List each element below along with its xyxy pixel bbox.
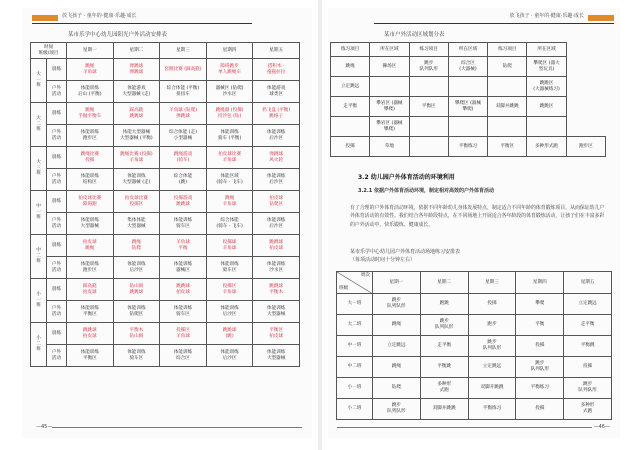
activity-cell: 体能训练 后沙区 (206, 301, 253, 323)
zone-cell: 跳跳区 (527, 97, 566, 117)
class-name-cell: 小一班 (337, 378, 373, 399)
activity-cell: 体能训练 骑车 (平衡) (206, 125, 253, 147)
table-row (31, 147, 300, 169)
table-row (31, 279, 300, 301)
activity-cell: 搭积木 · 拖拖拉拉 (253, 59, 300, 81)
practice-cell: 平衡练习 (468, 399, 516, 420)
activity-cell: 体能训练 骑车区 (160, 213, 207, 235)
activity-cell: 投掷球 羊角球 (206, 235, 253, 257)
zone-cell: 平衡练习 (448, 137, 487, 157)
activity-type-cell: 晨练 (47, 147, 67, 169)
zone-cell: 立定跳远 (331, 77, 370, 97)
table-row (31, 191, 300, 213)
practice-cell: 跳步 队列队形 (420, 315, 468, 336)
activity-cell: 弹跳球 弹跳球 (113, 59, 160, 81)
table-row (31, 59, 300, 81)
header-cell: 练习项目 (409, 43, 448, 57)
table-row (331, 57, 606, 77)
diagonal-header-cell (337, 272, 373, 294)
activity-cell: 体能训练 平衡区 (67, 301, 114, 323)
activity-cell: 体能训练 平衡区 (67, 345, 114, 367)
outdoor-activity-schedule-table (30, 42, 300, 367)
activity-cell: 体能训练 后沙区 (253, 169, 300, 191)
activity-cell: 体能训练 沙水区 (253, 257, 300, 279)
activity-type-cell: 户外 活动 (47, 81, 67, 103)
right-page-header (328, 10, 620, 26)
class-name-cell: 小 一 班 (31, 279, 47, 323)
practice-cell: 立定跳远 (468, 357, 516, 378)
class-name-cell: 大一班 (337, 294, 373, 315)
header-cell: 星期二 (420, 272, 468, 294)
activity-cell: 综合体能 (跳) (160, 169, 207, 191)
activity-cell: 跳绳比赛 投掷 (67, 147, 114, 169)
activity-cell: 跳跳球 (跳) (206, 323, 253, 345)
header-cell: 练习项目 (331, 43, 370, 57)
activity-cell: 钻山洞 跳跳球 (113, 279, 160, 301)
activity-cell: 平衡区 拍皮球 (253, 323, 300, 345)
practice-cell: 投掷 (516, 336, 564, 357)
table-header-row (31, 43, 300, 59)
activity-cell: 拍皮球 跳绳 (67, 235, 114, 257)
zone-cell (370, 77, 409, 97)
table-row (31, 169, 300, 191)
activity-type-cell: 晨练 (47, 235, 67, 257)
table-row (31, 213, 300, 235)
table-row (331, 77, 606, 97)
zone-cell: 平衡区 (409, 97, 448, 117)
table-row (337, 378, 612, 399)
header-rule (374, 23, 614, 24)
activity-cell: 体能训练 钻爬区 (113, 301, 160, 323)
zone-cell (527, 117, 566, 137)
time-table-note: 某市乐学中心幼儿园户外体育活动场地练习安排表 （每项活动时间十分钟左右） (350, 249, 461, 263)
left-page-header (22, 10, 312, 26)
practice-cell: 平衡跳 (564, 336, 612, 357)
zone-cell (488, 77, 527, 97)
zone-cell (409, 77, 448, 97)
zone-cell: 走平衡 (331, 97, 370, 117)
practice-cell: 走平衡 (420, 336, 468, 357)
table-row (331, 117, 606, 137)
table-row (337, 336, 612, 357)
zone-cell: 钻爬 (488, 57, 527, 77)
header-cell: 星期一 (67, 43, 114, 59)
practice-cell: 跳步 队列队形 (373, 399, 421, 420)
practice-cell: 走平衡 (564, 315, 612, 336)
right-page (328, 8, 620, 438)
zone-cell: 攀岩区 (器械 攀爬) (370, 97, 409, 117)
practice-cell: 跑步 (468, 315, 516, 336)
practice-cell: 钻爬 (373, 378, 421, 399)
practice-cell: 多种形 式跑 (420, 378, 468, 399)
activity-cell: 跳绳 羊角球 (206, 191, 253, 213)
practice-cell: 跑跳 (420, 294, 468, 315)
header-rule (32, 23, 252, 24)
activity-type-cell: 晨练 (47, 279, 67, 301)
activity-cell: 跳跳球 拍皮球 (67, 323, 114, 345)
practice-cell: 平衡 (516, 315, 564, 336)
zone-cell (448, 117, 487, 137)
practice-cell: 攀爬 (516, 294, 564, 315)
header-accent-bar (588, 15, 614, 21)
right-page-footer (328, 424, 620, 432)
footer-rule (337, 427, 592, 428)
table-row (31, 103, 300, 125)
activity-cell: 体能训练 骑车区 (113, 345, 160, 367)
activity-cell: 拍皮球比赛 羊角球 (206, 147, 253, 169)
activity-cell: 体能训练 后沙区 (253, 125, 300, 147)
activity-cell: 体能训练 后山 (平衡) (67, 81, 114, 103)
practice-cell: 跳步 队列队形 (564, 378, 612, 399)
activity-cell: 体能训练 后沙区 (206, 345, 253, 367)
page-number: —45— (36, 424, 53, 430)
zone-cell: 跳跳区 (大器械练习) (527, 77, 566, 97)
practice-cell: 跳绳 (373, 357, 421, 378)
activity-cell: 体能训练 后沙区 (253, 213, 300, 235)
table-row (31, 125, 300, 147)
practice-cell: 投掷 (468, 294, 516, 315)
zone-cell: 平衡区 (488, 137, 527, 157)
activity-cell: 体能训练 后沙区 (113, 257, 160, 279)
class-name-cell: 大 一 班 (31, 59, 47, 103)
practice-cell: 投掷 (564, 357, 612, 378)
practice-cell: 跳步 队列队形 (468, 336, 516, 357)
activity-type-cell: 户外 活动 (47, 345, 67, 367)
activity-type-cell: 晨练 (47, 323, 67, 345)
zone-cell (331, 117, 370, 137)
zone-cell (409, 117, 448, 137)
activity-cell: 跳绳 羊角球 (67, 59, 114, 81)
activity-cell: 体能训练 跑步区 (67, 125, 114, 147)
class-name-cell: 小 二 班 (31, 323, 47, 367)
activity-cell: 体能训练 大型器械 (253, 301, 300, 323)
section-heading: 3.2 幼儿园户外体育活动的环境利用 (358, 174, 455, 181)
page-gutter (318, 0, 322, 450)
zone-cell: 双脚并跳跳 (488, 97, 527, 117)
class-name-cell: 中 一 班 (31, 191, 47, 235)
activity-cell: 弹跳球 风火轮 (253, 147, 300, 169)
zone-cell: 投掷 (331, 137, 370, 157)
diag-bottom-label: 班级 (339, 286, 349, 292)
activity-cell: 体能训练 大型器械 (走) (113, 169, 160, 191)
class-name-cell: 小二班 (337, 399, 373, 420)
activity-cell: 跳绳 钻爬 (113, 235, 160, 257)
header-cell: 星期五 (564, 272, 612, 294)
activity-cell: 拍皮球比赛 障碍跑 (67, 191, 114, 213)
activity-cell: 体能训练 结构区 (67, 169, 114, 191)
zone-cell: 跑步区 (566, 137, 605, 157)
header-cell: 练习项目 (488, 43, 527, 57)
subheading: 3.2.1 依据户外体育活动环境，制定相对高效的户外体育活动 (358, 188, 494, 194)
table-row (31, 81, 300, 103)
activity-cell: 体能游戏 球类区 (253, 81, 300, 103)
zone-cell: 跳绳 (331, 57, 370, 77)
activity-type-cell: 晨练 (47, 191, 67, 213)
activity-cell: 拍皮球 钻爬区 (253, 191, 300, 213)
practice-cell: 跳步 队列队形 (373, 294, 421, 315)
class-name-cell: 大二班 (337, 315, 373, 336)
activity-cell: 投掷区 羊角球 (206, 279, 253, 301)
table-row (31, 235, 300, 257)
header-title: 放飞孩子 · 童年的·健康·乐趣·成长 (62, 13, 137, 19)
practice-cell: 投掷 (516, 399, 564, 420)
header-cell: 星期一 (373, 272, 421, 294)
class-name-cell: 中 二 班 (31, 235, 47, 279)
header-accent-bar (32, 15, 58, 21)
activity-type-cell: 户外 活动 (47, 257, 67, 279)
practice-cell: 双脚并跳跳 (420, 399, 468, 420)
table-header-row (337, 272, 612, 294)
class-name-cell: 中二班 (337, 357, 373, 378)
zone-cell: 攀爬区 (器大 型玩具) (527, 57, 566, 77)
activity-cell: 综合体能 (骑车 · 飞车) (206, 213, 253, 235)
zone-cell (409, 137, 448, 157)
practice-cell: 跳绳 (373, 315, 421, 336)
activity-cell: 投掷游戏 跳跳球 (160, 191, 207, 213)
activity-type-cell: 晨练 (47, 103, 67, 125)
table-row (31, 345, 300, 367)
activity-cell: 跳跳球 拍皮球 (253, 235, 300, 257)
activity-cell: 跳绳比赛 (投掷) 羊角球 (113, 147, 160, 169)
activity-cell: 体能区域 (骑车 · 飞车) (206, 169, 253, 191)
zone-cell (488, 117, 527, 137)
activity-cell: 平衡木 钻山洞 (113, 323, 160, 345)
activity-cell: 踩高跷 拍皮球 (67, 279, 114, 301)
practice-cell: 立定跳远 (373, 336, 421, 357)
activity-cell: 体能训练 跑步区 (67, 257, 114, 279)
table-row (331, 97, 606, 117)
header-cell: 星期五 (253, 43, 300, 59)
activity-cell: 体能训练 骑车区 (206, 257, 253, 279)
activity-cell: 跳绳器 (投掷) 投沙包 (钻) (206, 103, 253, 125)
activity-cell: 体能训练 大型器械 (67, 213, 114, 235)
activity-cell: 综合体能 (走) 小型器械 (160, 125, 207, 147)
activity-type-cell: 户外 活动 (47, 169, 67, 191)
header-cell: 所在区域 (527, 43, 566, 57)
activity-cell: 器械区 (钻爬) 沙水区 (206, 81, 253, 103)
header-cell: 星期三 (468, 272, 516, 294)
table-row (331, 43, 606, 57)
activity-cell: 体能训练 综合区 (160, 345, 207, 367)
page-number: —46— (593, 424, 610, 430)
activity-cell: 踩高跷 跳跳球 (113, 103, 160, 125)
zone-cell: 攀爬区 (器械 攀爬) (448, 97, 487, 117)
activity-cell: 跳绳游戏 (骑车) (160, 147, 207, 169)
practice-cell: 跳步 队列队形 (516, 357, 564, 378)
table-row (337, 357, 612, 378)
activity-cell: 综合体能 (平衡) 扭扭车 (160, 81, 207, 103)
body-paragraph: 有了合理的户外体育活动环境，依据不同年龄幼儿身体发展特点，制定适合不同年龄的体育锻炼项目，从而保证幼儿户外体育活动的有效性。我们结合各年龄段特点，在不同场地上开展适合各年龄段的体育锻炼活动，让孩子们在丰富多彩的户外活动中，快乐锻炼、健康成长。 (350, 205, 605, 228)
activity-cell: 跳跳球 拍皮球 (160, 279, 207, 301)
diag-top-label: 周次 (360, 273, 370, 278)
activity-cell: 投掷区 羊角球 (160, 323, 207, 345)
header-cell: 所在区域 (370, 43, 409, 57)
header-cell: 时间 班级/项目 (31, 43, 67, 59)
practice-cell: 平衡练习 (516, 378, 564, 399)
activity-cell: 拍皮球比赛 投掷区 (113, 191, 160, 213)
activity-type-cell: 户外 活动 (47, 301, 67, 323)
practice-cell: 双脚开跳跳 (468, 378, 516, 399)
zone-cell (448, 77, 487, 97)
activity-cell: 集体体能 大型器械 (113, 213, 160, 235)
table-row (337, 294, 612, 315)
activity-cell: 障碍跑步 单人跳绳车 (206, 59, 253, 81)
activity-cell: 扔飞盘 (平衡) 跳格子 (253, 103, 300, 125)
field-practice-schedule-table (336, 271, 612, 420)
zone-division-table (330, 42, 606, 157)
header-cell: 星期四 (206, 43, 253, 59)
table-row (337, 399, 612, 420)
table-row (31, 323, 300, 345)
table-row (31, 257, 300, 279)
activity-cell: 体能训练 器械区 (160, 257, 207, 279)
zone-cell: 综合区 (大器械) (448, 57, 487, 77)
practice-cell: 立定跳远 (564, 294, 612, 315)
activity-cell: 套圈比赛 (踩高跷) (160, 59, 207, 81)
activity-cell: 体能训练 骑车区 (160, 301, 207, 323)
class-name-cell: 中一班 (337, 336, 373, 357)
zone-cell: 攀岩区 (器械 攀爬) (370, 117, 409, 137)
footer-rule (52, 427, 302, 428)
activity-cell: 体能训练 大型器械 (253, 345, 300, 367)
header-cell: 星期二 (113, 43, 160, 59)
table-row (31, 301, 300, 323)
table-row (337, 315, 612, 336)
header-title: 放飞孩子 · 童年的·健康·乐趣·成长 (509, 13, 584, 19)
activity-type-cell: 户外 活动 (47, 125, 67, 147)
header-cell: 星期四 (516, 272, 564, 294)
activity-cell: 羊角球 平衡 (160, 235, 207, 257)
table-row (331, 137, 606, 157)
practice-cell: 多种形 式跑 (564, 399, 612, 420)
activity-type-cell: 晨练 (47, 59, 67, 81)
zone-cell: 操场区 (370, 57, 409, 77)
zone-cell: 跳步 队列队形 (409, 57, 448, 77)
class-name-cell: 大 三 班 (31, 147, 47, 191)
table-caption: 某市乐学中心幼儿园阳光户外活动安排表 (68, 32, 168, 38)
activity-type-cell: 户外 活动 (47, 213, 67, 235)
activity-cell: 跳绳 手抛平衡车 (67, 103, 114, 125)
zone-cell: 草地 (370, 137, 409, 157)
left-page (22, 8, 312, 438)
left-page-footer (22, 424, 312, 432)
header-cell: 星期三 (160, 43, 207, 59)
zone-table-caption: 某市户外活动区域划分表 (384, 32, 445, 38)
activity-cell: 羊角球 (钻爬) 弹跳球 (160, 103, 207, 125)
zone-cell: 多种形式跑 (527, 137, 566, 157)
activity-cell: 体能游戏 大型器械 (走) (113, 81, 160, 103)
practice-cell: 平衡跳 (420, 357, 468, 378)
class-name-cell: 大 二 班 (31, 103, 47, 147)
activity-cell: 跳跳球 平衡木 (253, 279, 300, 301)
activity-cell: 体能大型器械 大型器械 (平衡) (113, 125, 160, 147)
header-cell: 所在区域 (448, 43, 487, 57)
